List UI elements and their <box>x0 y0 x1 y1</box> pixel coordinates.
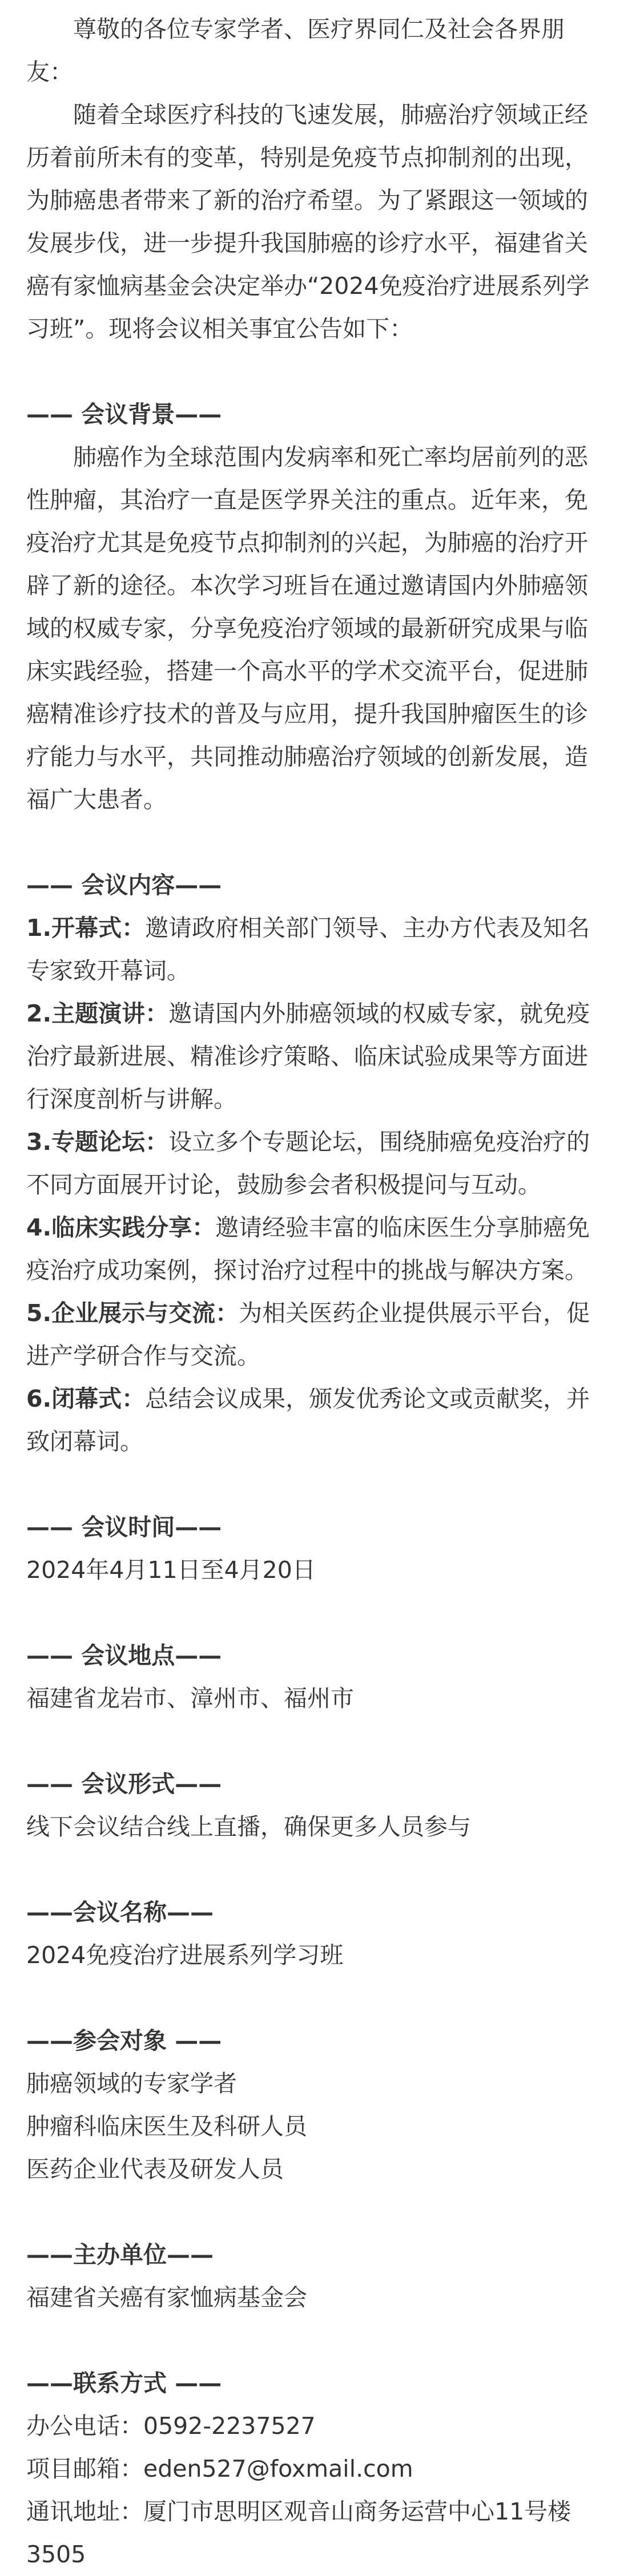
spacer <box>26 1720 602 1763</box>
content-item-clinical <box>26 1206 602 1292</box>
spacer <box>26 1463 602 1506</box>
background-paragraph: 肺癌作为全球范围内发病率和死亡率均居前列的恶性肿瘤，其治疗一直是医学界关注的重点。近年来，免疫治疗尤其是免疫节点抑制剂的兴起，为肺癌的治疗开辟了新的途径。本次学习班旨在通过邀请国内外肺癌领域的权威专家，分享免疫治疗领域的最新研究成果与临床实践经验，搭建一个高水平的学术交流平台，促进肺癌精准诊疗技术的普及与应用，提升我国肿瘤医生的诊疗能力与水平，共同推动肺癌治疗领域的创新发展，造福广大患者。 <box>26 443 588 813</box>
content-item-exhibition <box>26 1292 602 1378</box>
spacer <box>26 350 602 393</box>
intro-paragraph: 随着全球医疗科技的飞速发展，肺癌治疗领域正经历着前所未有的变革，特别是免疫节点抑制剂的出现，为肺癌患者带来了新的治疗希望。为了紧跟这一领域的发展步伐，进一步提升我国肺癌的诊疗水平，福建省关癌有家恤病基金会决定举办“2024免疫治疗进展系列学习班”。现将会议相关事宜公告如下： <box>26 101 590 342</box>
content-item-text: 邀请政府相关部门领导、主办方代表及知名专家致开幕词。 <box>26 914 590 984</box>
name-text: 2024免疫治疗进展系列学习班 <box>26 1941 344 1969</box>
time-heading: —— 会议时间—— <box>26 1513 222 1541</box>
content-item-text: 总结会议成果，颁发优秀论文或贡献奖，并致闭幕词。 <box>26 1385 590 1455</box>
content-item-title: 5.企业展示与交流： <box>26 1299 239 1327</box>
background-heading: —— 会议背景—— <box>26 401 222 428</box>
organizer-text: 福建省关癌有家恤病基金会 <box>26 2284 307 2311</box>
contact-heading: ——联系方式 —— <box>26 2369 222 2397</box>
format-text: 线下会议结合线上直播，确保更多人员参与 <box>26 1813 471 1840</box>
spacer <box>26 2319 602 2362</box>
content-item-opening <box>26 907 602 992</box>
content-item-title: 1.开幕式： <box>26 914 146 942</box>
audience-item: 肿瘤科临床医生及科研人员 <box>26 2113 307 2140</box>
spacer <box>26 2191 602 2234</box>
content-item-text: 为相关医药企业提供展示平台，促进产学研合作与交流。 <box>26 1299 590 1370</box>
contact-address: 通讯地址：厦门市思明区观音山商务运营中心11号楼3505 <box>26 2498 571 2568</box>
name-heading: ——会议名称—— <box>26 1899 214 1926</box>
content-item-closing <box>26 1378 602 1463</box>
format-heading: —— 会议形式—— <box>26 1770 222 1798</box>
audience-item: 医药企业代表及研发人员 <box>26 2155 284 2183</box>
content-item-keynote <box>26 992 602 1121</box>
location-heading: —— 会议地点—— <box>26 1642 222 1669</box>
content-item-title: 4.临床实践分享： <box>26 1214 216 1241</box>
spacer <box>26 1848 602 1891</box>
content-item-text: 邀请国内外肺癌领域的权威专家，就免疫治疗最新进展、精准诊疗策略、临床试验成果等方面进行深度剖析与讲解。 <box>26 1000 590 1113</box>
spacer <box>26 1592 602 1634</box>
audience-item: 肺癌领域的专家学者 <box>26 2070 237 2097</box>
content-heading: —— 会议内容—— <box>26 871 222 899</box>
spacer <box>26 1977 602 2020</box>
content-item-title: 2.主题演讲： <box>26 1000 169 1027</box>
spacer <box>26 821 602 864</box>
contact-phone: 办公电话：0592-2237527 <box>26 2412 316 2440</box>
content-item-title: 3.专题论坛： <box>26 1128 169 1156</box>
organizer-heading: ——主办单位—— <box>26 2241 214 2268</box>
greeting: 尊敬的各位专家学者、医疗界同仁及社会各界朋友： <box>26 15 565 86</box>
audience-heading: ——参会对象 —— <box>26 2027 222 2054</box>
content-item-title: 6.闭幕式： <box>26 1385 146 1412</box>
content-item-text: 邀请经验丰富的临床医生分享肺癌免疫治疗成功案例，探讨治疗过程中的挑战与解决方案。 <box>26 1214 590 1284</box>
content-item-forum <box>26 1121 602 1206</box>
content-item-text: 设立多个专题论坛，围绕肺癌免疫治疗的不同方面展开讨论，鼓励参会者积极提问与互动。 <box>26 1128 590 1198</box>
location-text: 福建省龙岩市、漳州市、福州市 <box>26 1685 354 1712</box>
contact-email: 项目邮箱：eden527@foxmail.com <box>26 2455 413 2482</box>
time-text: 2024年4月11日至4月20日 <box>26 1556 316 1584</box>
